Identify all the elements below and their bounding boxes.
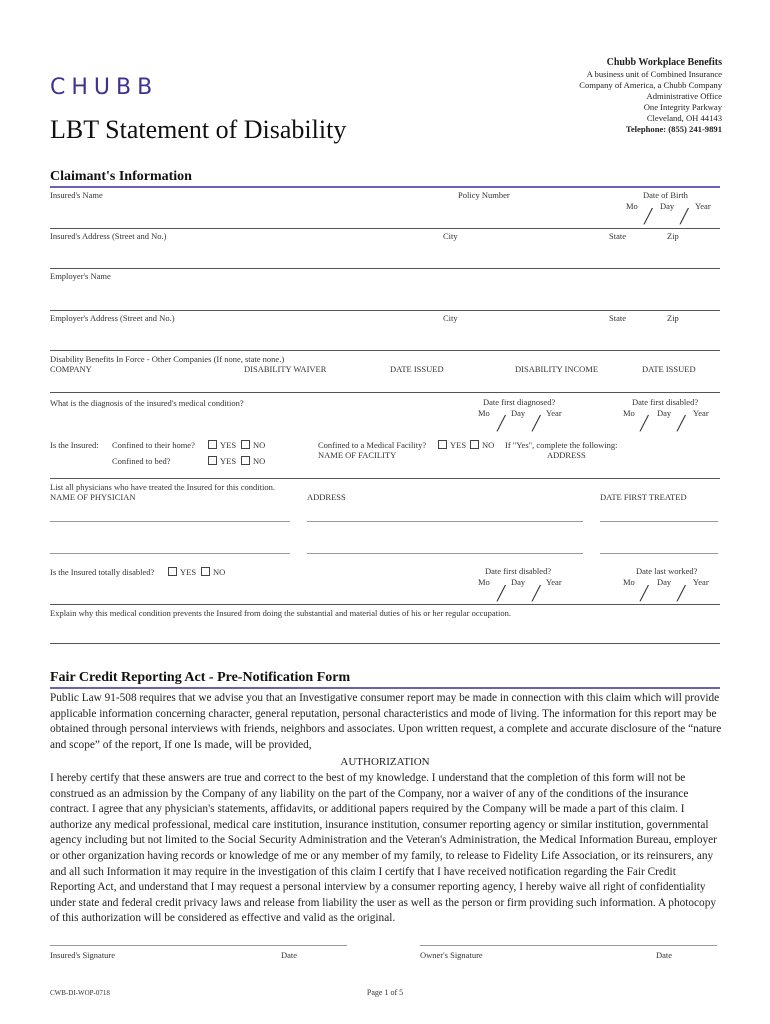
year: Year (693, 577, 709, 587)
address-line: Company of America, a Chubb Company (579, 80, 722, 90)
date-slash: ╱ (532, 416, 541, 432)
insured-address-label[interactable]: Insured's Address (Street and No.) (50, 231, 167, 241)
date-slash: ╱ (680, 209, 689, 225)
state-label[interactable]: State (609, 231, 626, 241)
checkbox[interactable] (438, 440, 447, 449)
confined-bed-no[interactable] (241, 456, 265, 466)
year: Year (693, 408, 709, 418)
no-label: NO (253, 440, 266, 450)
company-column[interactable]: COMPANY (50, 364, 92, 374)
company-block (579, 57, 722, 135)
date-slash: ╱ (640, 416, 649, 432)
employer-address-label[interactable]: Employer's Address (Street and No.) (50, 313, 175, 323)
telephone: Telephone: (855) 241-9891 (625, 124, 722, 134)
date-slash: ╱ (497, 416, 506, 432)
authorization-text: I hereby certify that these answers are true and correct to the best of my knowledge. I understand that the completion of this form will not be construed as an admission by the Company of any liability on the part of the Company, nor a waiver of any of the conditions of the insurance contract. I agree that any physician's statements, affidavits, or additional papers required by the Company will be made a part of this claim. I authorize any medical professional, medical care institution, insurance institution, consumer reporting agency or similar institution, governmental agency including but not limited to the Social Security Administration and the Veteran's Administration, the Medical Information Bureau, employer or other organization having records or knowledge of me or any member of my family, to release to Fidelity Life Association, or its reinsurers, any and all such Information it may require in the investigation of this claim I certify that I have received notification regarding the Fair Credit Reporting Act, and understand that I may request a personal interview by a consumer reporting agency, I hereby waive all right of confidentiality under state and federal credit privacy laws and release from liability the user as well as the person or firm providing such information. A photocopy of this authorization will be considered as effective and valid as the original. (50, 772, 717, 925)
date-slash: ╱ (532, 586, 541, 602)
yes-label: YES (180, 567, 197, 577)
fcra-paragraph: Public Law 91-508 requires that we advise you that an Investigative consumer report may be made in connection with this claim which will provide applicable information concerning character, general reputation, personal characteristics and mode of living. The information for this report may be obtained through personal interviews with friends, neighbors and associates. Upon written request, a complete and accurate disclosure of the “nature and scope” of the report, If one Is made, will be provided, (50, 692, 722, 751)
day: Day (657, 408, 672, 418)
checkbox[interactable] (168, 567, 177, 576)
field-line[interactable] (50, 643, 720, 644)
mo: Mo (478, 577, 490, 587)
yes-label: YES (220, 456, 237, 466)
day: Day (511, 408, 526, 418)
employer-city-label[interactable]: City (443, 313, 458, 323)
page-title: LBT Statement of Disability (50, 115, 347, 144)
day: Day (657, 577, 672, 587)
address-line: Cleveland, OH 44143 (646, 113, 722, 123)
confined-bed-yes[interactable] (208, 456, 236, 466)
explain-question[interactable]: Explain why this medical condition prevents the Insured from doing the substantial and material duties of his or her regular occupation. (50, 608, 512, 618)
address-line: One Integrity Parkway (643, 102, 722, 112)
owner-signature-line[interactable] (420, 945, 717, 946)
no-label: NO (213, 567, 226, 577)
day: Day (511, 577, 526, 587)
physician-address-line[interactable] (307, 521, 583, 522)
address-line: Administrative Office (646, 91, 722, 101)
name-of-physician-label[interactable]: NAME OF PHYSICIAN (50, 492, 136, 502)
date-slash: ╱ (644, 209, 653, 225)
date-first-treated-label[interactable]: DATE FIRST TREATED (600, 492, 687, 502)
dob-day: Day (660, 201, 675, 211)
confined-facility-no[interactable] (470, 440, 494, 450)
confined-home-yes[interactable] (208, 440, 236, 450)
employer-zip-label[interactable]: Zip (667, 313, 679, 323)
field-line (50, 310, 720, 311)
confined-home-no[interactable] (241, 440, 265, 450)
field-line (50, 228, 720, 229)
physician-date-line[interactable] (600, 521, 718, 522)
checkbox[interactable] (208, 456, 217, 465)
employer-name-label[interactable]: Employer's Name (50, 271, 111, 281)
physician-name-line[interactable] (50, 553, 290, 554)
owner-signature-label: Owner's Signature (420, 950, 483, 960)
year: Year (546, 408, 562, 418)
form-code: CWB-DI-WOP-0718 (50, 989, 110, 997)
mo: Mo (623, 577, 635, 587)
fcra-heading: Fair Credit Reporting Act - Pre-Notification Form (50, 670, 351, 685)
year: Year (546, 577, 562, 587)
checkbox[interactable] (241, 440, 250, 449)
field-line (50, 392, 720, 393)
field-line (50, 604, 720, 605)
insured-signature-label: Insured's Signature (50, 950, 116, 960)
no-label: NO (253, 456, 266, 466)
dob-mo: Mo (626, 201, 638, 211)
insured-date-label: Date (281, 950, 298, 960)
checkbox[interactable] (201, 567, 210, 576)
chubb-logo: CHUBB (50, 75, 159, 100)
yes-label: YES (220, 440, 237, 450)
no-label: NO (482, 440, 495, 450)
field-line (50, 478, 720, 479)
date-issued-column-2[interactable]: DATE ISSUED (642, 364, 696, 374)
address-line: A business unit of Combined Insurance (586, 69, 722, 79)
insured-name-label[interactable]: Insured's Name (50, 190, 103, 200)
diagnosis-question[interactable]: What is the diagnosis of the insured's medical condition? (50, 398, 244, 408)
claimants-information-heading: Claimant's Information (50, 169, 192, 184)
field-line (50, 350, 720, 351)
benefits-in-force-label: Disability Benefits In Force - Other Companies (If none, state none.) (50, 354, 285, 364)
yes-label: YES (450, 440, 467, 450)
totally-disabled-label: Is the Insured totally disabled? (50, 567, 155, 577)
page-number: Page 1 of 5 (366, 988, 404, 997)
is-insured-label: Is the Insured: (50, 440, 99, 450)
disability-income-column[interactable]: DISABILITY INCOME (515, 364, 599, 374)
policy-number-label[interactable]: Policy Number (458, 190, 510, 200)
date-last-worked-label[interactable]: Date last worked? (636, 566, 698, 576)
owner-date-label: Date (656, 950, 673, 960)
insured-signature-line[interactable] (50, 945, 347, 946)
confined-home-label: Confined to their home? (112, 440, 195, 450)
checkbox[interactable] (241, 456, 250, 465)
confined-facility-yes[interactable] (438, 440, 466, 450)
facility-address-label[interactable]: ADDRESS (547, 450, 586, 460)
zip-label[interactable]: Zip (667, 231, 679, 241)
mo: Mo (478, 408, 490, 418)
date-first-disabled-label[interactable]: Date first disabled? (632, 397, 699, 407)
date-first-diagnosed-label[interactable]: Date first diagnosed? (483, 397, 556, 407)
section-rule (50, 687, 720, 689)
date-slash: ╱ (640, 586, 649, 602)
confined-facility-label: Confined to a Medical Facility? (318, 440, 427, 450)
physician-date-line[interactable] (600, 553, 718, 554)
checkbox[interactable] (208, 440, 217, 449)
checkbox[interactable] (470, 440, 479, 449)
date-slash: ╱ (497, 586, 506, 602)
employer-state-label[interactable]: State (609, 313, 626, 323)
date-of-birth-label[interactable]: Date of Birth (643, 190, 688, 200)
mo: Mo (623, 408, 635, 418)
date-first-disabled-2-label[interactable]: Date first disabled? (485, 566, 552, 576)
totally-disabled-no[interactable] (201, 567, 225, 577)
physician-address-line[interactable] (307, 553, 583, 554)
date-issued-column[interactable]: DATE ISSUED (390, 364, 444, 374)
date-slash: ╱ (677, 416, 686, 432)
if-yes-instruction: If "Yes", complete the following: (505, 440, 618, 450)
totally-disabled-yes[interactable] (168, 567, 196, 577)
dob-year: Year (695, 201, 711, 211)
physician-name-line[interactable] (50, 521, 290, 522)
disability-waiver-column[interactable]: DISABILITY WAIVER (244, 364, 327, 374)
field-line (50, 268, 720, 269)
company-name: Chubb Workplace Benefits (606, 57, 722, 68)
physician-address-label[interactable]: ADDRESS (307, 492, 346, 502)
name-of-facility-label[interactable]: NAME OF FACILITY (318, 450, 397, 460)
section-rule (50, 186, 720, 188)
authorization-heading: AUTHORIZATION (340, 756, 430, 768)
date-slash: ╱ (677, 586, 686, 602)
confined-bed-label: Confined to bed? (112, 456, 171, 466)
list-physicians-label: List all physicians who have treated the Insured for this condition. (50, 482, 275, 492)
city-label[interactable]: City (443, 231, 458, 241)
